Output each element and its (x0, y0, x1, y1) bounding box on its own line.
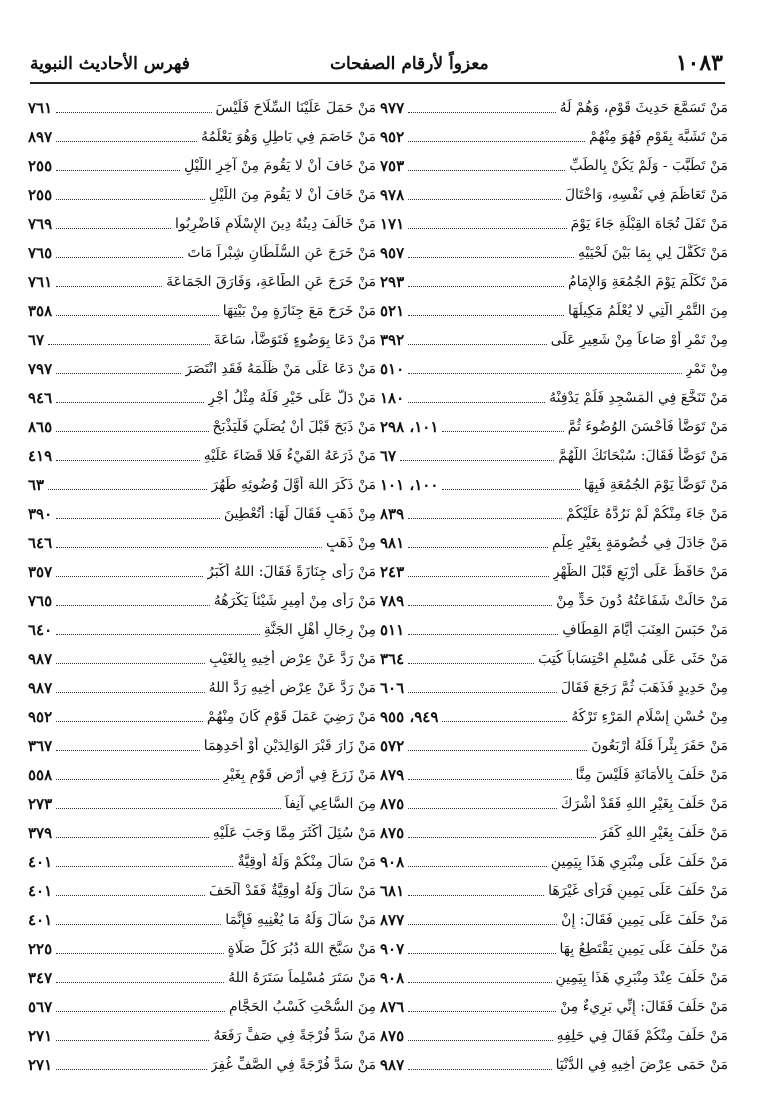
page-reference: ٥٥٨ (28, 766, 53, 784)
index-entry (28, 639, 376, 668)
index-entry (28, 987, 376, 1016)
hadith-text: مَنْ حَلَفَ عِنْدَ مِنْبَرِي هَذَا بِيَمِينٍ (555, 970, 728, 986)
hadith-text: مَنْ حَفَرَ بِئْراً فَلَهُ أَرْبَعُونَ (591, 738, 728, 754)
index-entry (28, 88, 376, 117)
index-entry (28, 1016, 376, 1045)
page-reference: ٢٩٣ (380, 273, 405, 291)
hadith-text: مِنْ ذَهَبٍ فَقَالَ لَهَا: أَتُعْطِينَ (223, 506, 376, 522)
index-entry (28, 494, 376, 523)
dot-leader (56, 315, 219, 316)
hadith-text: مَنْ حَمَلَ عَلَيْنَا السِّلَاحَ فَلَيْسَ (215, 100, 376, 116)
dot-leader (408, 112, 556, 113)
dot-leader (408, 779, 571, 780)
dot-leader (56, 1040, 209, 1041)
hadith-text: مَنْ رَأَى مِنْ أَمِيرٍ شَيْئاً يَكْرَهُهُ (213, 593, 376, 609)
hadith-text: مَنْ حَالَتْ شَفَاعَتُهُ دُونَ حَدٍّ مِنْ (556, 593, 728, 609)
index-entry (28, 378, 376, 407)
index-entry (28, 784, 376, 813)
index-entry (28, 842, 376, 871)
dot-leader (56, 692, 204, 693)
hadith-text: مَنْ رَدَّ عَنْ عِرْضِ أَخِيهِ بِالغَيْبِ (209, 651, 376, 667)
dot-leader (56, 924, 221, 925)
dot-leader (48, 489, 207, 490)
hadith-text: مَنْ سَأَلَ مِنْكُمْ وَلَهُ أُوقِيَّةٌ (237, 854, 376, 870)
hadith-text: مَنْ خَافَ أَنْ لا يَقُومَ مِنَ اللَّيْلِ (208, 187, 376, 203)
dot-leader (56, 257, 183, 258)
dot-leader (56, 286, 162, 287)
hadith-text: مَنْ رَضِيَ عَمَلَ قَوْمٍ كَانَ مِنْهُمْ (206, 709, 376, 725)
dot-leader (408, 634, 558, 635)
index-entry (380, 465, 728, 494)
index-entry (380, 697, 728, 726)
page-reference: ٧٦٩ (28, 215, 53, 233)
index-entry (380, 668, 728, 697)
hadith-text: مَنْ حَافَظَ عَلَى أَرْبَعٍ قَبْلَ الظُّهْرِ (552, 564, 728, 580)
page-reference: ٥٧٢ (380, 737, 405, 755)
page-reference: ٢٧١ (28, 1027, 53, 1045)
page-reference: ١٠١، ٢٩٨ (380, 418, 439, 436)
page-reference: ٢٢٥ (28, 940, 53, 958)
hadith-text: مَنْ تَطَبَّبَ - وَلَمْ يَكُنْ بِالطِّبِّ (569, 158, 728, 174)
hadith-text: مَنْ جَاءَ مِنْكُمْ لَمْ نَرُدَّهُ عَلَيْكُمْ (566, 506, 728, 522)
page-reference: ٨٦٥ (28, 418, 53, 436)
dot-leader (408, 257, 574, 258)
dot-leader (56, 460, 200, 461)
dot-leader (56, 663, 205, 664)
hadith-text: مَنْ حَمَى عِرْضَ أَخِيهِ فِي الدُّنْيَا (555, 1057, 728, 1073)
dot-leader (56, 982, 224, 983)
index-entry (28, 958, 376, 987)
dot-leader (408, 228, 566, 229)
dot-leader (408, 373, 682, 374)
page-reference: ٧٨٩ (380, 592, 405, 610)
dot-leader (408, 518, 562, 519)
page-reference: ١٨٠ (380, 389, 405, 407)
index-entry (380, 523, 728, 552)
page-reference: ٦٣ (28, 476, 45, 494)
index-entry (380, 407, 728, 436)
index-entry (28, 436, 376, 465)
dot-leader (408, 866, 547, 867)
hadith-text: مَنْ خَرَجَ عَنِ السُّلْطَانِ شِبْراً مَاتَ (187, 245, 376, 261)
index-entry (28, 610, 376, 639)
hadith-text: مَنْ حَلَفَ مِنْكُمْ فَقَالَ فِي حَلِفِهِ (556, 1028, 728, 1044)
dot-leader (56, 1011, 225, 1012)
dot-leader (408, 692, 557, 693)
index-entry (380, 320, 728, 349)
page-reference: ٦٧ (28, 331, 45, 349)
hadith-text: مَنْ حَثَى عَلَى مُسْلِمٍ احْتِسَاباً كُتِبَ (538, 651, 728, 667)
hadith-text: مَنْ سَدَّ فُرْجَةً فِي الصَّفِّ غُفِرَ (210, 1057, 376, 1073)
page-reference: ٧٦١ (28, 273, 53, 291)
page-reference: ٩٧٨ (380, 186, 405, 204)
dot-leader (56, 228, 171, 229)
page-reference: ٢٤٣ (380, 563, 405, 581)
page-reference: ٣٩٢ (380, 331, 405, 349)
hadith-text: مَنْ حَبَسَ العِنَبَ أَيَّامَ القِطَافِ (562, 622, 728, 638)
page-reference: ٤١٩ (28, 447, 53, 465)
page-reference: ٣٥٧ (28, 563, 53, 581)
index-entry (28, 146, 376, 175)
hadith-text: مَنْ تَكَفَّلَ لِي بِمَا بَيْنَ لَحْيَيْهِ (578, 245, 728, 261)
hadith-text: مَنْ سَأَلَ وَلَهُ أُوقِيَّةٌ فَقَدْ أَلْحَفَ (209, 883, 376, 899)
page-reference: ٦٧ (380, 447, 397, 465)
dot-leader (56, 605, 210, 606)
index-entry (28, 813, 376, 842)
page-reference: ٩٥٢ (380, 128, 405, 146)
hadith-text: مَنْ حَلَفَ عَلَى مِنْبَرِي هَذَا بِيَمِينٍ (550, 854, 728, 870)
dot-leader (408, 344, 547, 345)
dot-leader (408, 170, 565, 171)
dot-leader (48, 344, 210, 345)
dot-leader (56, 170, 180, 171)
hadith-text: مَنْ تَشَبَّهَ بِقَوْمٍ فَهُوَ مِنْهُمْ (589, 129, 728, 145)
hadith-text: مَنْ تَوَضَّأَ فَأَحْسَنَ الوُضُوءَ ثُمَّ (567, 419, 728, 435)
dot-leader (408, 750, 587, 751)
index-entry (380, 204, 728, 233)
dot-leader (408, 953, 555, 954)
page-reference: ٣٥٨ (28, 302, 53, 320)
dot-leader (408, 924, 557, 925)
page-reference: ٨٣٩ (380, 505, 405, 523)
hadith-text: مَنْ تَنَخَّعَ فِي المَسْجِدِ فَلَمْ يَدْفِنْهُ (549, 390, 728, 406)
hadith-text: مَنْ سَأَلَ وَلَهُ مَا يُغْنِيهِ فَإِنَّمَا (225, 912, 376, 928)
page-reference: ٩٥٧ (380, 244, 405, 262)
index-entry (28, 117, 376, 146)
dot-leader (56, 402, 204, 403)
index-entry (28, 581, 376, 610)
hadith-text: مَنْ رَأَى جِنَازَةً فَقَالَ: اللهُ أَكْبَرُ (207, 564, 376, 580)
hadith-text: مَنْ خَالَفَ دِينُهُ دِينَ الإِسْلَامِ فَاضْرِبُوا (175, 216, 376, 232)
hadith-text: مَنْ ذَكَرَ اللهَ أَوَّلَ وُضُوئِهِ طَهُرَ (211, 477, 376, 493)
hadith-text: مَنْ زَرَعَ فِي أَرْضِ قَوْمٍ بِغَيْرِ (222, 767, 376, 783)
index-entry (380, 291, 728, 320)
hadith-text: مَنْ سَتَرَ مُسْلِماً سَتَرَهُ اللهُ (228, 970, 376, 986)
index-entry (28, 697, 376, 726)
page-reference: ٥٦٧ (28, 998, 53, 1016)
index-entry (380, 987, 728, 1016)
dot-leader (56, 634, 260, 635)
page-reference: ٩٧٧ (380, 99, 405, 117)
hadith-text: مَنْ دَعَا بِوَضُوءٍ فَتَوَضَّأَ، سَاعَةَ (213, 332, 376, 348)
index-entry (28, 349, 376, 378)
page-reference: ٨٧٧ (380, 911, 405, 929)
page-reference: ٦٤٦ (28, 534, 53, 552)
index-entry (28, 900, 376, 929)
page-reference: ٧٦١ (28, 99, 53, 117)
index-entry (380, 175, 728, 204)
index-entry (28, 668, 376, 697)
dot-leader (408, 1069, 551, 1070)
page-reference: ٧٩٧ (28, 360, 53, 378)
dot-leader (408, 837, 596, 838)
dot-leader (56, 112, 211, 113)
hadith-text: مَنْ دَعَا عَلَى مَنْ ظَلَمَهُ فَقَدِ انْتَصَرَ (185, 361, 376, 377)
dot-leader (408, 808, 557, 809)
page-reference: ٩٠٨ (380, 853, 405, 871)
hadith-text: مِنْ ذَهَبٍ (326, 535, 376, 551)
hadith-text: مَنْ تَسَمَّعَ حَدِيثَ قَوْمٍ، وَهُمْ لَهُ (559, 100, 728, 116)
hadith-text: مَنْ سَبَّحَ اللهَ دُبُرَ كُلِّ صَلَاةٍ (227, 941, 376, 957)
index-entry (28, 523, 376, 552)
page-reference: ٧٥٣ (380, 157, 405, 175)
dot-leader (56, 373, 181, 374)
hadith-text: مَنْ تَفَلَ تُجَاهَ القِبْلَةِ جَاءَ يَوْمَ (570, 216, 728, 232)
page-reference: ٦٨١ (380, 882, 405, 900)
dot-leader (408, 1040, 552, 1041)
page-reference: ٢٧١ (28, 1056, 53, 1074)
dot-leader (442, 431, 563, 432)
page-reference: ٥٢١ (380, 302, 405, 320)
dot-leader (56, 866, 233, 867)
hadith-text: مَنْ حَلَفَ فَقَالَ: إِنِّي بَرِيءٌ مِنْ (560, 999, 728, 1015)
index-column-left (28, 88, 376, 1088)
index-entry (28, 755, 376, 784)
index-entry (380, 494, 728, 523)
index-entry (380, 146, 728, 175)
page-reference: ٨٧٦ (380, 998, 405, 1016)
page-reference: ٩٨٧ (380, 1056, 405, 1074)
dot-leader (408, 605, 552, 606)
hadith-text: مَنْ حَلَفَ عَلَى يَمِينٍ يَقْتَطِعُ بِهَا (559, 941, 728, 957)
page-reference: ٥١١ (380, 621, 405, 639)
page-reference: ٣٧٩ (28, 824, 53, 842)
hadith-text: مَنْ زَارَ قَبْرَ الوَالِدَيْنِ أَوْ أَحَدِهِمَا (203, 738, 376, 754)
page-reference: ٨٧٩ (380, 766, 405, 784)
dot-leader (408, 895, 544, 896)
index-entry (380, 436, 728, 465)
page-reference: ٢٧٣ (28, 795, 53, 813)
page-number: ١٠٨٣ (675, 50, 723, 76)
dot-leader (56, 199, 205, 200)
dot-leader (56, 547, 322, 548)
index-entry (380, 871, 728, 900)
page-reference: ٣٦٤ (380, 650, 405, 668)
page-reference: ٤٠١ (28, 882, 53, 900)
dot-leader (56, 518, 220, 519)
hadith-text: مَنْ تَوَضَّأَ يَوْمَ الجُمُعَةِ فَبِهَا (583, 477, 728, 493)
page-reference: ٩٠٨ (380, 969, 405, 987)
index-entry (380, 610, 728, 639)
dot-leader (408, 1011, 556, 1012)
hadith-text: مَنْ حَلَفَ بِغَيْرِ اللهِ كَفَرَ (599, 825, 728, 841)
dot-leader (408, 576, 549, 577)
dot-leader (56, 1069, 206, 1070)
page-reference: ٤٠١ (28, 911, 53, 929)
hadith-text: مَنْ حَلَفَ بِغَيْرِ اللهِ فَقَدْ أَشْرَكَ (560, 796, 728, 812)
dot-leader (56, 837, 209, 838)
hadith-text: مَنْ ذَرَعَهُ القَيْءُ فَلا قَضَاءَ عَلَيْهِ (203, 448, 376, 464)
index-entry (380, 813, 728, 842)
hadith-text: مَنْ تَعَاظَمَ فِي نَفْسِهِ، وَاخْتَالَ (564, 187, 728, 203)
hadith-text: مَنْ حَلَفَ بِالأَمَانَةِ فَلَيْسَ مِنَّا (575, 767, 728, 783)
index-entry (380, 755, 728, 784)
hadith-text: مَنْ تَوَضَّأَ فَقَالَ: سُبْحَانَكَ اللَّهُمَّ (558, 448, 728, 464)
dot-leader (56, 576, 203, 577)
running-title: فهرس الأحاديث النبوية (30, 54, 190, 74)
index-entry (380, 1045, 728, 1074)
index-entry (28, 465, 376, 494)
page-reference: ٩٨٧ (28, 650, 53, 668)
index-entry (380, 349, 728, 378)
index-entry (380, 639, 728, 668)
index-entry (380, 842, 728, 871)
page-reference: ٣٩٠ (28, 505, 53, 523)
hadith-text: مَنْ دَلَّ عَلَى خَيْرٍ فَلَهُ مِثْلُ أَجْرِ (208, 390, 376, 406)
page-reference: ٣٦٧ (28, 737, 53, 755)
index-entry (28, 175, 376, 204)
page-reference: ٧٦٥ (28, 244, 53, 262)
running-subtitle: معزواً لأرقام الصفحات (330, 54, 489, 74)
page-reference: ٩٠٧ (380, 940, 405, 958)
index-entry (380, 726, 728, 755)
hadith-text: مَنْ خَرَجَ عَنِ الطَّاعَةِ، وَفَارَقَ الجَمَاعَةَ (166, 274, 376, 290)
page-reference: ٦٤٠ (28, 621, 53, 639)
page-reference: ٨٩٧ (28, 128, 53, 146)
page-reference: ٣٤٧ (28, 969, 53, 987)
index-entry (28, 1045, 376, 1074)
dot-leader (408, 547, 548, 548)
page-reference: ٨٧٥ (380, 824, 405, 842)
page-reference: ٨٧٥ (380, 795, 405, 813)
hadith-text: مَنْ رَدَّ عَنْ عِرْضِ أَخِيهِ رَدَّ اللهُ (208, 680, 376, 696)
dot-leader (408, 141, 585, 142)
hadith-text: مَنْ حَلَفَ عَلَى يَمِينٍ فَقَالَ: إِنْ (561, 912, 728, 928)
index-entry (380, 1016, 728, 1045)
index-entry (28, 204, 376, 233)
index-entry (380, 262, 728, 291)
index-entry (28, 726, 376, 755)
dot-leader (56, 431, 208, 432)
hadith-text: مَنْ جَادَلَ فِي خُصُومَةٍ بِغَيْرِ عِلْمٍ (551, 535, 728, 551)
page-reference: ٩٤٩، ٩٥٥ (380, 708, 439, 726)
dot-leader (408, 315, 564, 316)
index-entry (380, 552, 728, 581)
hadith-text: مِنْ تَمْرٍ أَوْ صَاعاً مِنْ شَعِيرٍ عَلَى (550, 332, 728, 348)
dot-leader (56, 721, 203, 722)
page-reference: ٧٦٥ (28, 592, 53, 610)
page-reference: ٢٥٥ (28, 157, 53, 175)
index-entry (28, 552, 376, 581)
dot-leader (56, 895, 205, 896)
dot-leader (56, 750, 200, 751)
hadith-text: مَنْ خَاصَمَ فِي بَاطِلٍ وَهُوَ يَعْلَمُهُ (200, 129, 376, 145)
hadith-text: مَنْ تَكَلَّمَ يَوْمَ الجُمُعَةِ وَالإِمَامُ (568, 274, 728, 290)
page-reference: ١٠٠، ١٠١ (380, 476, 439, 494)
index-entry (28, 407, 376, 436)
dot-leader (408, 286, 564, 287)
hadith-text: مَنْ سَدَّ فُرْجَةً فِي صَفٍّ رَفَعَهُ (213, 1028, 376, 1044)
index-entry (380, 900, 728, 929)
hadith-text: مِنْ رِجَالِ أَهْلِ الجَنَّةِ (263, 622, 376, 638)
dot-leader (442, 721, 567, 722)
hadith-text: مِنَ السُّحْتِ كَسْبُ الحَجَّامِ (229, 999, 376, 1015)
hadith-text: مَنْ حَلَفَ عَلَى يَمِينٍ فَرَأَى غَيْرَهَا (548, 883, 728, 899)
dot-leader (408, 663, 534, 664)
index-entry (380, 784, 728, 813)
index-entry (380, 581, 728, 610)
page-reference: ٦٠٦ (380, 679, 405, 697)
page-reference: ٢٥٥ (28, 186, 53, 204)
dot-leader (56, 808, 281, 809)
index-entry (380, 929, 728, 958)
index-entry (380, 958, 728, 987)
dot-leader (56, 779, 218, 780)
hadith-text: مَنْ ذَبَحَ قَبْلَ أَنْ يُصَلِّيَ فَلْيَذْبَحْ (212, 419, 376, 435)
page-reference: ١٧١ (380, 215, 405, 233)
index-entry (28, 871, 376, 900)
dot-leader (56, 953, 223, 954)
index-entry (380, 88, 728, 117)
hadith-text: مِنَ التَّمْرِ الَّتِي لا يُعْلَمُ مَكِيلُهَا (567, 303, 728, 319)
dot-leader (408, 199, 561, 200)
dot-leader (400, 460, 554, 461)
page-reference: ٩٨١ (380, 534, 405, 552)
dot-leader (442, 489, 579, 490)
index-entry (28, 233, 376, 262)
index-entry (28, 320, 376, 349)
hadith-text: مِنْ تَمْرٍ (685, 361, 728, 377)
page-reference: ٩٨٧ (28, 679, 53, 697)
index-entry (28, 929, 376, 958)
index-entry (380, 117, 728, 146)
dot-leader (56, 141, 197, 142)
page-reference: ٩٤٦ (28, 389, 53, 407)
dot-leader (408, 982, 551, 983)
page-reference: ٥١٠ (380, 360, 405, 378)
dot-leader (408, 402, 545, 403)
hadith-text: مِنْ حُسْنِ إِسْلَامِ المَرْءِ تَرْكُهُ (571, 709, 728, 725)
page-reference: ٩٥٢ (28, 708, 53, 726)
index-entry (28, 262, 376, 291)
hadith-text: مَنْ خَافَ أَنْ لا يَقُومَ مِنْ آخِرِ اللَّيْلِ (184, 158, 376, 174)
page-reference: ٤٠١ (28, 853, 53, 871)
page-reference: ٨٧٥ (380, 1027, 405, 1045)
index-entry (380, 233, 728, 262)
hadith-text: مِنْ حَدِيدٍ فَذَهَبَ ثُمَّ رَجَعَ فَقَالَ (560, 680, 728, 696)
index-column-right (380, 88, 728, 1088)
hadith-text: مَنْ سُئِلَ أَكْثَرَ مِمَّا وَجَبَ عَلَيْهِ (212, 825, 376, 841)
page-header (30, 48, 725, 84)
index-entry (380, 378, 728, 407)
hadith-text: مَنْ خَرَجَ مَعَ جِنَازَةٍ مِنْ بَيْتِهَا (222, 303, 376, 319)
index-entry (28, 291, 376, 320)
hadith-text: مِنَ السَّاعِي آنِفاً (284, 796, 376, 812)
